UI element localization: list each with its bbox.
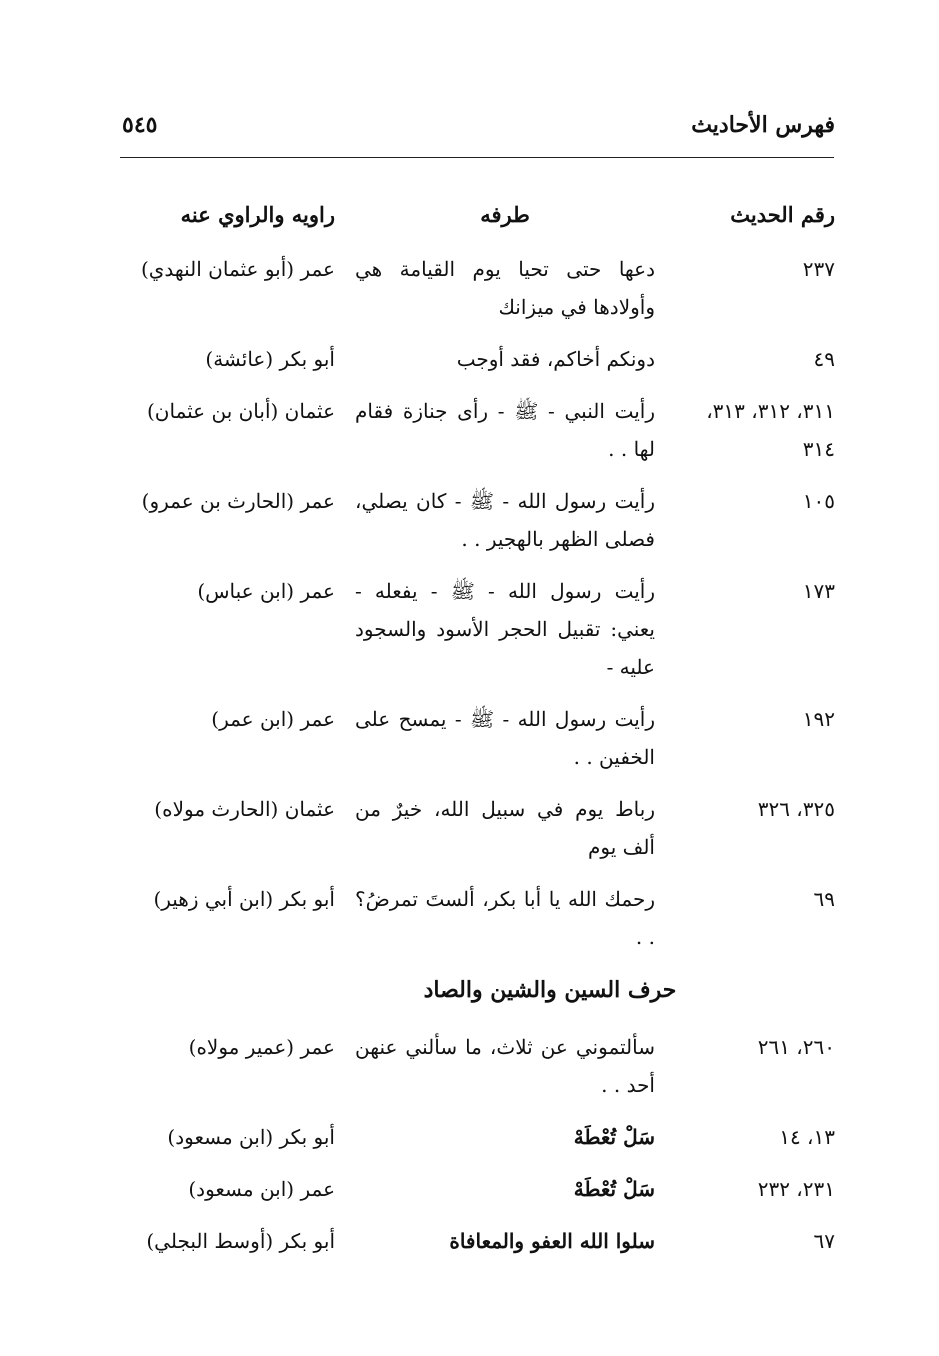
hadith-number: ٢٣٧ bbox=[802, 257, 835, 281]
hadith-number: ٢٦٠، ٢٦١ bbox=[757, 1035, 835, 1059]
hadith-narrator: أبو بكر (عائشة) bbox=[205, 347, 335, 371]
hadith-narrator: أبو بكر (أوسط البجلي) bbox=[146, 1229, 335, 1253]
hadith-text: رأيت رسول الله - ﷺ - كان يصلي، فصلى الظهر بالهجير . . bbox=[355, 489, 655, 551]
hadith-text: دونكم أخاكم، فقد أوجب bbox=[456, 347, 655, 371]
hadith-text: رأيت رسول الله - ﷺ - يمسح على الخفين . . bbox=[355, 707, 655, 769]
column-header-number: رقم الحديث bbox=[730, 202, 835, 227]
hadith-number: ٦٩ bbox=[813, 887, 835, 911]
hadith-text: سَلْ تُعْطَهْ bbox=[573, 1177, 655, 1201]
table-row bbox=[115, 1118, 835, 1156]
table-row bbox=[115, 880, 835, 956]
column-header-narrator: راويه والراوي عنه bbox=[180, 202, 335, 227]
hadith-narrator: عمر (ابن مسعود) bbox=[188, 1177, 335, 1201]
hadith-narrator: أبو بكر (ابن مسعود) bbox=[167, 1125, 335, 1149]
hadith-text: رحمك الله يا أبا بكر، ألستَ تمرضُ؟ . . bbox=[355, 887, 655, 949]
table-row bbox=[115, 700, 835, 776]
hadith-number: ٣١١، ٣١٢، ٣١٣، ٣١٤ bbox=[706, 399, 835, 461]
hadith-narrator: عثمان (أبان بن عثمان) bbox=[147, 399, 335, 423]
header-rule bbox=[120, 157, 834, 158]
hadith-narrator: عثمان (الحارث مولاه) bbox=[154, 797, 335, 821]
table-row bbox=[115, 482, 835, 558]
hadith-number: ١٠٥ bbox=[802, 489, 835, 513]
table-row bbox=[115, 392, 835, 468]
running-title: فهرس الأحاديث bbox=[691, 112, 835, 138]
hadith-number: ٣٢٥، ٣٢٦ bbox=[757, 797, 835, 821]
hadith-number: ١٩٢ bbox=[802, 707, 835, 731]
hadith-index-table bbox=[115, 196, 835, 1274]
hadith-text: سألتموني عن ثلاث، ما سألني عنهن أحد . . bbox=[355, 1035, 655, 1097]
page-number: ٥٤٥ bbox=[122, 112, 158, 138]
hadith-number: ١٧٣ bbox=[802, 579, 835, 603]
hadith-narrator: عمر (الحارث بن عمرو) bbox=[141, 489, 335, 513]
table-row bbox=[115, 340, 835, 378]
column-header-row bbox=[115, 196, 835, 234]
table-row bbox=[115, 250, 835, 326]
hadith-number: ٤٩ bbox=[813, 347, 835, 371]
hadith-narrator: أبو بكر (ابن أبي زهير) bbox=[153, 887, 335, 911]
table-row bbox=[115, 1222, 835, 1260]
table-row bbox=[115, 1170, 835, 1208]
hadith-number: ١٣، ١٤ bbox=[779, 1125, 835, 1149]
hadith-text: سلوا الله العفو والمعافاة bbox=[449, 1229, 655, 1253]
table-row bbox=[115, 1028, 835, 1104]
table-row bbox=[115, 790, 835, 866]
column-header-text: طرفه bbox=[480, 202, 530, 227]
hadith-narrator: عمر (ابن عباس) bbox=[197, 579, 335, 603]
table-row bbox=[115, 572, 835, 686]
hadith-text: رباط يوم في سبيل الله، خيرٌ من ألف يوم bbox=[355, 797, 655, 859]
hadith-narrator: عمر (ابن عمر) bbox=[211, 707, 335, 731]
hadith-text: رأيت النبي - ﷺ - رأى جنازة فقام لها . . bbox=[355, 399, 655, 461]
hadith-text: سَلْ تُعْطَهْ bbox=[573, 1125, 655, 1149]
hadith-number: ٦٧ bbox=[813, 1229, 835, 1253]
hadith-text: دعها حتى تحيا يوم القيامة هي وأولادها في ميزانك bbox=[355, 257, 655, 319]
hadith-narrator: عمر (أبو عثمان النهدي) bbox=[140, 257, 335, 281]
hadith-narrator: عمر (عمير مولاه) bbox=[188, 1035, 335, 1059]
section-heading: حرف السين والشين والصاد bbox=[423, 977, 677, 1003]
hadith-text: رأيت رسول الله - ﷺ - يفعله - يعني: تقبيل الحجر الأسود والسجود عليه - bbox=[355, 579, 655, 679]
hadith-number: ٢٣١، ٢٣٢ bbox=[757, 1177, 835, 1201]
